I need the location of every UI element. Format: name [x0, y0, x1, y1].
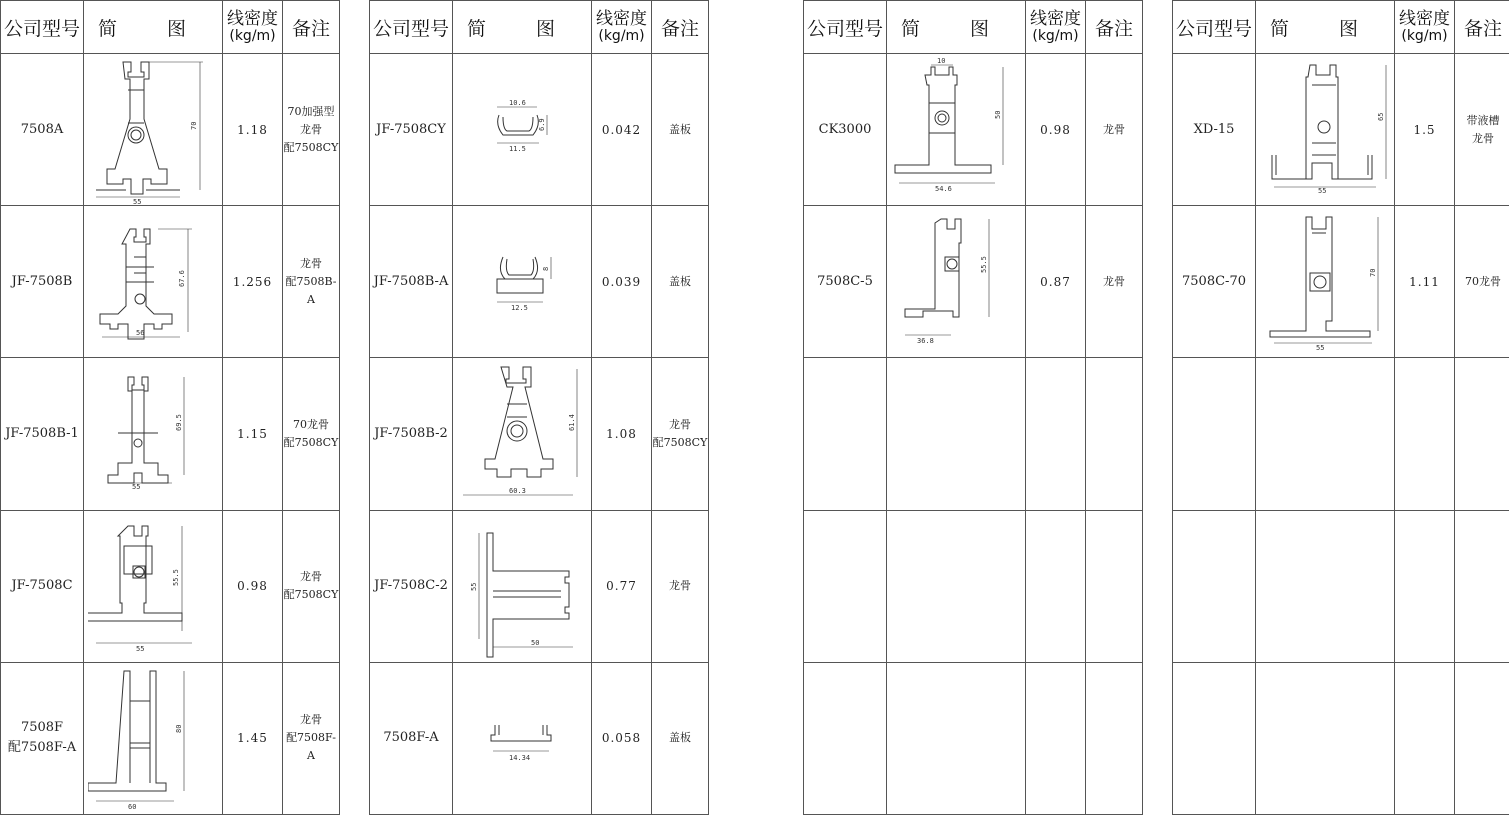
profile-drawing [88, 55, 218, 205]
header-density-label: 线密度 [1399, 8, 1450, 29]
model-code: JF-7508B-A [373, 273, 449, 289]
model-cell [1173, 54, 1256, 206]
dim-height: 55 [470, 582, 478, 592]
profile-drawing [457, 55, 587, 205]
model-code: CK3000 [818, 121, 872, 137]
empty-cell [1026, 358, 1086, 510]
profile-diagram [887, 206, 1026, 358]
header-model: 公司型号 [1173, 1, 1256, 54]
empty-cell [1256, 358, 1395, 510]
dim-width: 55 [132, 482, 141, 491]
profile-diagram [84, 54, 223, 206]
note-cell [1086, 54, 1143, 206]
header-density-label: 线密度 [596, 8, 647, 29]
note-cell [283, 54, 340, 206]
header-note: 备注 [283, 1, 340, 54]
table-row [370, 662, 709, 814]
profile-diagram [453, 662, 592, 814]
table-row [370, 54, 709, 206]
dim-height: 6.9 [538, 117, 546, 131]
note-line: 配7508CY [652, 435, 708, 449]
model-cell [370, 510, 453, 662]
density-value: 1.5 [1395, 54, 1455, 206]
note-cell [283, 358, 340, 510]
dim-height: 50 [994, 110, 1002, 119]
profile-table-3 [803, 0, 1143, 815]
header-model: 公司型号 [804, 1, 887, 54]
model-cell [370, 358, 453, 510]
profile-diagram [1256, 54, 1395, 206]
profile-drawing [88, 663, 218, 813]
profile-diagram [84, 206, 223, 358]
note-line: 龙骨 [669, 579, 691, 593]
note-cell [652, 358, 709, 510]
model-cell [1, 662, 84, 814]
dim-width: 55 [1318, 186, 1327, 195]
model-cell [1, 510, 84, 662]
note-line: 龙骨 [300, 713, 322, 727]
dim-height: 65 [1377, 112, 1385, 121]
table-row [1173, 510, 1509, 662]
header-note: 备注 [1455, 1, 1509, 54]
dim-height: 61.4 [568, 414, 576, 431]
empty-cell [1086, 358, 1143, 510]
dim-height: 55.5 [980, 255, 988, 273]
table-row [804, 206, 1143, 358]
table-row [1, 510, 340, 662]
table-row [1, 662, 340, 814]
header-density-unit: (kg/m) [1401, 27, 1448, 44]
model-cell [370, 662, 453, 814]
table-row [1173, 54, 1509, 206]
model-code: JF-7508B [11, 273, 73, 289]
profile-diagram [84, 662, 223, 814]
header-row [1173, 1, 1509, 54]
model-code: 7508C-5 [817, 273, 873, 289]
profile-diagram [453, 358, 592, 510]
empty-cell [1173, 662, 1256, 814]
dim-width: 55 [1316, 343, 1325, 352]
header-diagram: 简 图 [84, 1, 223, 54]
dim-width: 54.6 [935, 184, 952, 193]
model-cell [370, 54, 453, 206]
table-row [804, 662, 1143, 814]
profile-diagram [887, 54, 1026, 206]
empty-cell [1455, 662, 1509, 814]
profile-drawing [1260, 55, 1390, 205]
density-value: 0.039 [592, 206, 652, 358]
note-cell [652, 206, 709, 358]
empty-cell [1455, 358, 1509, 510]
density-value: 1.15 [223, 358, 283, 510]
density-value: 0.98 [223, 510, 283, 662]
density-value: 1.08 [592, 358, 652, 510]
table-row [1173, 662, 1509, 814]
empty-cell [804, 510, 887, 662]
header-density-label: 线密度 [1030, 8, 1081, 29]
note-line: 龙骨 [300, 570, 322, 584]
profile-drawing [891, 207, 1021, 357]
empty-cell [1256, 510, 1395, 662]
model-cell [1, 358, 84, 510]
note-line: 盖板 [669, 274, 691, 288]
table-row [370, 206, 709, 358]
model-code: XD-15 [1193, 121, 1235, 137]
model-cell [1, 206, 84, 358]
model-code-secondary: 配7508F-A [7, 740, 77, 756]
density-value: 1.11 [1395, 206, 1455, 358]
empty-cell [1086, 662, 1143, 814]
profile-drawing [457, 511, 587, 661]
empty-cell [887, 662, 1026, 814]
note-line: 配7508CY [283, 140, 339, 154]
dim-width: 60 [128, 803, 137, 812]
note-line: 龙骨 [300, 122, 322, 136]
dim-width: 11.5 [509, 144, 526, 153]
dim-width: 14.34 [509, 754, 531, 763]
header-density [1026, 1, 1086, 54]
note-line: 配7508F-A [286, 731, 336, 763]
table-row [1173, 206, 1509, 358]
header-density [592, 1, 652, 54]
dim-height: 70 [190, 121, 198, 130]
note-cell [283, 510, 340, 662]
header-density [1395, 1, 1455, 54]
header-density-label: 线密度 [227, 8, 278, 29]
empty-cell [1173, 510, 1256, 662]
header-model: 公司型号 [370, 1, 453, 54]
empty-cell [1455, 510, 1509, 662]
header-diagram: 简 图 [1256, 1, 1395, 54]
model-cell [1173, 206, 1256, 358]
dim-width: 56 [136, 328, 145, 337]
dim-height: 70 [1369, 268, 1377, 277]
profile-diagram [1256, 206, 1395, 358]
note-line: 盖板 [669, 731, 691, 745]
note-line: 70加强型 [287, 104, 335, 118]
note-cell [283, 662, 340, 814]
note-cell [652, 662, 709, 814]
note-cell [1086, 206, 1143, 358]
empty-cell [1395, 662, 1455, 814]
dim-height: 80 [175, 724, 183, 734]
empty-cell [1395, 358, 1455, 510]
density-value: 1.256 [223, 206, 283, 358]
header-density-unit: (kg/m) [229, 27, 276, 44]
density-value: 1.18 [223, 54, 283, 206]
header-row [370, 1, 709, 54]
header-note: 备注 [1086, 1, 1143, 54]
model-code: 7508A [20, 121, 64, 137]
empty-cell [804, 358, 887, 510]
profile-table-2 [369, 0, 709, 815]
note-line: 盖板 [669, 122, 691, 136]
model-cell [1, 54, 84, 206]
density-value: 0.77 [592, 510, 652, 662]
dim-height: 8 [542, 266, 550, 271]
empty-cell [1395, 510, 1455, 662]
profile-drawing [88, 207, 218, 357]
note-line: 配7508B-A [285, 274, 337, 306]
dim-width-top: 10.6 [509, 98, 526, 107]
note-cell [652, 510, 709, 662]
dim-height: 55.5 [172, 569, 180, 587]
model-cell [370, 206, 453, 358]
dim-height: 69.5 [175, 414, 183, 431]
model-cell [804, 54, 887, 206]
model-code: 7508C-70 [1182, 273, 1246, 289]
empty-cell [804, 662, 887, 814]
density-value: 0.042 [592, 54, 652, 206]
profile-drawing [457, 663, 587, 813]
note-line: 龙骨 [300, 256, 322, 270]
note-cell [1455, 206, 1509, 358]
profile-table-1 [0, 0, 340, 815]
table-row [1, 358, 340, 510]
profile-diagram [453, 206, 592, 358]
profile-drawing [457, 207, 587, 357]
profile-drawing [1260, 207, 1390, 357]
density-value: 1.45 [223, 662, 283, 814]
empty-cell [1026, 510, 1086, 662]
profile-drawing [88, 511, 218, 661]
model-code: JF-7508C [11, 578, 73, 594]
density-value: 0.058 [592, 662, 652, 814]
header-diagram: 简 图 [887, 1, 1026, 54]
empty-cell [887, 510, 1026, 662]
model-code: 7508F-A [383, 730, 439, 746]
profile-diagram [84, 510, 223, 662]
note-cell [283, 206, 340, 358]
note-line: 龙骨 [1103, 122, 1125, 136]
model-code: JF-7508CY [376, 121, 446, 137]
header-density-unit: (kg/m) [598, 27, 645, 44]
table-row [370, 510, 709, 662]
dim-width: 36.8 [917, 336, 934, 345]
profile-diagram [453, 54, 592, 206]
table-row [804, 358, 1143, 510]
header-model: 公司型号 [1, 1, 84, 54]
dim-width: 55 [133, 197, 142, 205]
dim-width: 12.5 [511, 303, 528, 312]
header-row [1, 1, 340, 54]
note-line: 配7508CY [283, 435, 339, 449]
table-row [1, 206, 340, 358]
dim-width: 60.3 [509, 486, 526, 495]
note-line: 配7508CY [283, 588, 339, 602]
header-density-unit: (kg/m) [1032, 27, 1079, 44]
header-row [804, 1, 1143, 54]
table-row [804, 54, 1143, 206]
empty-cell [1026, 662, 1086, 814]
model-code: JF-7508C-2 [374, 578, 448, 594]
note-line: 70龙骨 [1465, 274, 1501, 288]
note-line: 龙骨 [669, 417, 691, 431]
empty-cell [1086, 510, 1143, 662]
table-row [370, 358, 709, 510]
dim-height: 67.6 [178, 269, 186, 287]
note-cell [652, 54, 709, 206]
profile-diagram [84, 358, 223, 510]
table-row [1173, 358, 1509, 510]
density-value: 0.98 [1026, 54, 1086, 206]
profile-drawing [88, 359, 218, 509]
note-line: 龙骨 [1472, 131, 1494, 145]
note-line: 龙骨 [1103, 274, 1125, 288]
header-density [223, 1, 283, 54]
profile-diagram [453, 510, 592, 662]
dim-width: 55 [136, 645, 145, 654]
header-diagram: 简 图 [453, 1, 592, 54]
profile-drawing [891, 55, 1021, 205]
note-line: 带液槽 [1466, 113, 1500, 127]
header-note: 备注 [652, 1, 709, 54]
empty-cell [1256, 662, 1395, 814]
density-value: 0.87 [1026, 206, 1086, 358]
dim-width: 50 [531, 639, 540, 648]
model-cell [804, 206, 887, 358]
profile-drawing [457, 359, 587, 509]
dim-width-top: 10 [937, 56, 946, 65]
table-row [1, 54, 340, 206]
profile-table-4 [1172, 0, 1509, 815]
model-code: 7508F [20, 720, 64, 736]
note-cell [1455, 54, 1509, 206]
model-code: JF-7508B-1 [5, 425, 79, 441]
model-code: JF-7508B-2 [374, 425, 448, 441]
note-line: 70龙骨 [293, 417, 329, 431]
table-row [804, 510, 1143, 662]
empty-cell [887, 358, 1026, 510]
empty-cell [1173, 358, 1256, 510]
